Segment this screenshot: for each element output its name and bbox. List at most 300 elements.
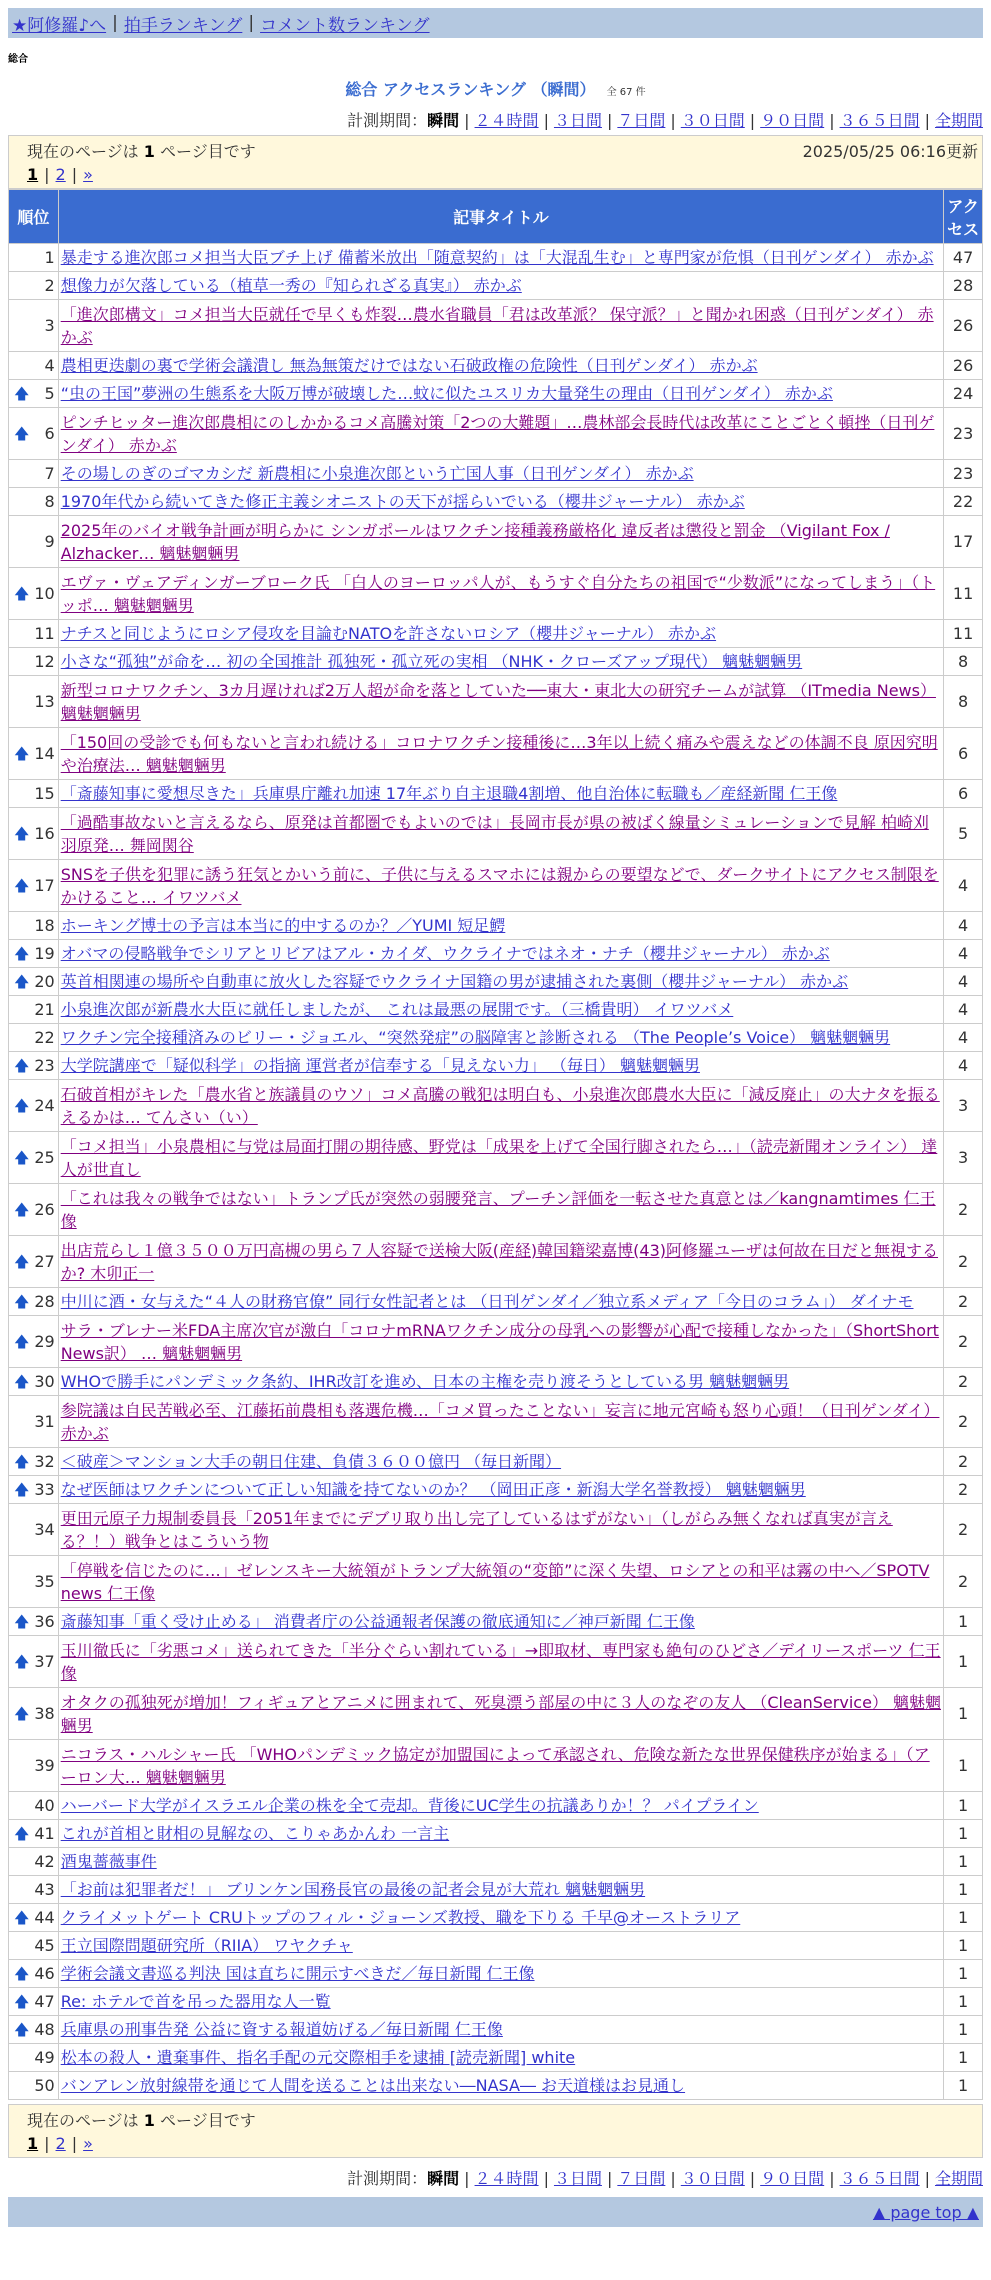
table-row (9, 1448, 983, 1476)
article-link[interactable]: 「コメ担当」小泉農相に与党は局面打開の期待感、野党は「成果を上げて全国行脚されたら…」（読売新聞オンライン） 達人が世直し (60, 1136, 938, 1179)
title-cell (58, 1904, 943, 1932)
rank-number: 3 (44, 316, 55, 335)
article-link[interactable]: ピンチヒッター進次郎農相にのしかかるコメ高騰対策「2つの大難題」…農林部会長時代は改革にことごとく頓挫（日刊ゲンダイ） 赤かぶ (60, 412, 935, 455)
table-row (9, 648, 983, 676)
period-separator: | (670, 2169, 676, 2188)
rank-cell (9, 1988, 59, 2016)
table-row (9, 912, 983, 940)
period-current: 瞬間 (427, 111, 460, 130)
access-count: 1 (944, 1960, 983, 1988)
rank-number: 45 (34, 1936, 55, 1955)
page-link-2[interactable]: 2 (55, 165, 66, 184)
table-row (9, 1740, 983, 1792)
rank-cell (9, 620, 59, 648)
period-link-5[interactable]: ３６５日間 (839, 2169, 920, 2188)
rank-number: 17 (34, 876, 55, 895)
article-link[interactable]: 兵庫県の刑事告発 公益に資する報道妨げる／毎日新聞 仁王像 (60, 2020, 503, 2039)
article-link[interactable]: 「停戦を信じたのに…」ゼレンスキー大統領がトランプ大統領の“変節”に深く失望、ロシアとの和平は霧の中へ／SPOTV news 仁王像 (60, 1560, 930, 1603)
article-link[interactable]: 小さな“孤独”が命を… 初の全国推計 孤独死・孤立死の実相 （NHK・クローズアップ現代） 魑魅魍魎男 (60, 652, 803, 671)
table-row (9, 2044, 983, 2072)
access-count: 11 (944, 568, 983, 620)
table-row (9, 1316, 983, 1368)
article-link[interactable]: 学術会議文書巡る判決 国は直ちに開示すべきだ／毎日新聞 仁王像 (60, 1964, 535, 1983)
rank-cell (9, 2044, 59, 2072)
article-link[interactable]: これが首相と財相の見解なの、こりゃあかんわ 一言主 (60, 1824, 450, 1843)
table-row (9, 968, 983, 996)
title-cell (58, 1396, 943, 1448)
rank-cell (9, 1288, 59, 1316)
article-link[interactable]: 農相更迭劇の裏で学術会議潰し 無為無策だけではない石破政権の危険性（日刊ゲンダイ） 赤かぶ (60, 356, 758, 375)
article-link[interactable]: バンアレン放射線帯を通じて人間を送ることは出来ない―NASA― お天道様はお見通し (60, 2076, 686, 2095)
rank-number: 6 (44, 424, 55, 443)
up-arrow-icon: 🡅 (14, 584, 30, 602)
article-link[interactable]: 参院議は自民苦戦必至、江藤拓前農相も落選危機…「コメ買ったことない」妄言に地元宮崎も怒り心頭！（日刊ゲンダイ） 赤かぶ (60, 1400, 940, 1443)
table-row (9, 460, 983, 488)
access-count: 1 (944, 1848, 983, 1876)
article-link[interactable]: 松本の殺人・遺棄事件、指名手配の元交際相手を逮捕 [読売新聞] white (60, 2048, 576, 2067)
table-row (9, 352, 983, 380)
access-count: 1 (944, 1636, 983, 1688)
article-link[interactable]: WHOで勝手にパンデミック条約、IHR改訂を進め、日本の主権を売り渡そうとしている男 魑魅魍魎男 (60, 1372, 790, 1391)
rank-cell (9, 1556, 59, 1608)
rank-cell (9, 1792, 59, 1820)
up-arrow-icon: 🡅 (14, 1096, 30, 1114)
table-row (9, 1080, 983, 1132)
article-link[interactable]: その場しのぎのゴマカシだ 新農相に小泉進次郎という亡国人事（日刊ゲンダイ） 赤かぶ (60, 464, 694, 483)
article-link[interactable]: “虫の王国”夢洲の生態系を大阪万博が破壊した…蚊に似たユスリカ大量発生の理由（日刊ゲンダイ） 赤かぶ (60, 384, 833, 403)
period-current: 瞬間 (427, 2169, 460, 2188)
page-top-link[interactable]: ▲ page top ▲ (872, 2202, 979, 2222)
title-cell (58, 1792, 943, 1820)
period-link-0[interactable]: ２４時間 (474, 111, 539, 130)
title-cell (58, 1932, 943, 1960)
period-link-4[interactable]: ９０日間 (760, 2169, 825, 2188)
period-separator: | (543, 111, 549, 130)
up-arrow-icon: 🡅 (14, 1056, 30, 1074)
up-arrow-icon: 🡅 (14, 1372, 30, 1390)
rank-cell (9, 1932, 59, 1960)
rank-cell (9, 1184, 59, 1236)
article-link[interactable]: 1970年代から続いてきた修正主義シオニストの天下が揺らいでいる（櫻井ジャーナル） 赤かぶ (60, 492, 745, 511)
article-link[interactable]: 「150回の受診でも何もないと言われ続ける」コロナワクチン接種後に…3年以上続く痛みや震えなどの体調不良 原因究明や治療法… 魑魅魍魎男 (60, 732, 938, 775)
access-count: 24 (944, 380, 983, 408)
period-separator: | (606, 2169, 613, 2188)
access-count: 4 (944, 968, 983, 996)
rank-cell (9, 1476, 59, 1504)
article-link[interactable]: なぜ医師はワクチンについて正しい知識を持てないのか？ （岡田正彦・新潟大学名誉教授） 魑魅魍魎男 (60, 1480, 806, 1499)
table-row (9, 380, 983, 408)
up-arrow-icon: 🡅 (14, 1332, 30, 1350)
title-cell (58, 1476, 943, 1504)
page-link-2[interactable]: 2 (55, 2134, 66, 2153)
home-link[interactable]: ★阿修羅♪へ (12, 15, 107, 36)
page-separator: | (71, 165, 78, 184)
period-link-4[interactable]: ９０日間 (760, 111, 825, 130)
updated-timestamp: 2025/05/25 06:16更新 (802, 142, 978, 161)
rank-number: 20 (34, 972, 55, 991)
article-link[interactable]: 石破首相がキレた「農水省と族議員のウソ」コメ高騰の戦犯は明白も、小泉進次郎農水大臣に「減反廃止」の大ナタを振るえるかは… てんさい（い） (60, 1084, 940, 1127)
up-arrow-icon: 🡅 (14, 424, 30, 442)
access-count: 1 (944, 1988, 983, 2016)
page-info-prefix: 現在のページは (27, 2111, 144, 2130)
access-count: 2 (944, 1316, 983, 1368)
applause-ranking-link[interactable]: 拍手ランキング (123, 15, 243, 36)
access-count: 28 (944, 272, 983, 300)
access-count: 6 (944, 780, 983, 808)
rank-number: 40 (34, 1796, 55, 1815)
title-cell (58, 676, 943, 728)
access-count: 2 (944, 1184, 983, 1236)
title-cell (58, 1368, 943, 1396)
header-rank-label: 順位 (17, 208, 50, 227)
rank-number: 7 (44, 464, 55, 483)
rank-number: 37 (34, 1652, 55, 1671)
article-link[interactable]: 王立国際問題研究所（RIIA） ワヤクチャ (60, 1936, 353, 1955)
title-cell (58, 648, 943, 676)
title-cell (58, 940, 943, 968)
comment-ranking-link[interactable]: コメント数ランキング (260, 15, 430, 36)
up-arrow-icon: 🡅 (14, 1908, 30, 1926)
access-count: 4 (944, 1052, 983, 1080)
article-link[interactable]: 「これは我々の戦争ではない」トランプ氏が突然の弱腰発言、プーチン評価を一転させた真意とは／kangnamtimes 仁王像 (60, 1188, 936, 1231)
header-access-label: アク セス (947, 196, 980, 239)
rank-cell (9, 996, 59, 1024)
rank-number: 21 (34, 1000, 55, 1019)
up-arrow-icon: 🡅 (14, 1964, 30, 1982)
rank-cell (9, 860, 59, 912)
period-separator: | (829, 111, 835, 130)
access-count: 3 (944, 1132, 983, 1184)
article-link[interactable]: 酒鬼薔薇事件 (60, 1852, 157, 1871)
ranking-table (8, 189, 983, 2100)
article-link[interactable]: ＜破産＞マンション大手の朝日住建、負債３６００億円 （毎日新聞） (60, 1452, 562, 1471)
period-label: 計測期間： (347, 2169, 428, 2188)
access-count: 5 (944, 808, 983, 860)
period-link-1[interactable]: ３日間 (553, 2169, 602, 2188)
title-cell (58, 1236, 943, 1288)
access-count: 26 (944, 352, 983, 380)
rank-number: 13 (34, 692, 55, 711)
article-link[interactable]: 英首相関連の場所や自動車に放火した容疑でウクライナ国籍の男が逮捕された裏側（櫻井ジャーナル） 赤かぶ (60, 972, 849, 991)
title-cell (58, 1316, 943, 1368)
access-count: 4 (944, 912, 983, 940)
total-count: 全 67 件 (606, 87, 646, 98)
up-arrow-icon: 🡅 (14, 1200, 30, 1218)
title-cell (58, 912, 943, 940)
rank-number: 27 (34, 1252, 55, 1271)
rank-cell (9, 808, 59, 860)
article-link[interactable]: 玉川徹氏に「劣悪コメ」送られてきた「半分ぐらい割れている」→即取材、専門家も絶句のひどさ／デイリースポーツ 仁王像 (60, 1640, 941, 1683)
access-count: 4 (944, 1024, 983, 1052)
table-row (9, 1688, 983, 1740)
table-row (9, 996, 983, 1024)
title-cell (58, 1448, 943, 1476)
table-row (9, 780, 983, 808)
rank-number: 42 (34, 1852, 55, 1871)
period-selector-bottom (8, 2166, 983, 2189)
rank-cell (9, 968, 59, 996)
rank-cell (9, 780, 59, 808)
article-link[interactable]: 出店荒らし１億３５００万円高槻の男ら７人容疑で送検大阪(産経)韓国籍梁嘉博(43)阿修羅ユーザは何故在日だと無視するか? 木卯正一 (60, 1240, 939, 1283)
rank-cell (9, 912, 59, 940)
access-count: 6 (944, 728, 983, 780)
period-separator: | (464, 111, 470, 130)
up-arrow-icon: 🡅 (14, 1480, 30, 1498)
bottom-bar (8, 2197, 983, 2227)
up-arrow-icon: 🡅 (14, 1612, 30, 1630)
rank-number: 46 (34, 1964, 55, 1983)
table-row (9, 1368, 983, 1396)
page-info (27, 139, 256, 162)
rank-number: 22 (34, 1028, 55, 1047)
article-link[interactable]: Re: ホテルで首を吊った器用な人一覧 (60, 1992, 331, 2011)
title-cell (58, 1988, 943, 2016)
table-row (9, 2016, 983, 2044)
access-count: 26 (944, 300, 983, 352)
table-row (9, 1792, 983, 1820)
title-cell (58, 300, 943, 352)
table-row (9, 1636, 983, 1688)
rank-number: 24 (34, 1096, 55, 1115)
title-cell (58, 728, 943, 780)
up-arrow-icon: 🡅 (14, 972, 30, 990)
page-info-current: 1 (143, 142, 155, 161)
access-count: 2 (944, 1448, 983, 1476)
rank-number: 9 (44, 532, 55, 551)
period-separator: | (924, 111, 930, 130)
title-cell (58, 1876, 943, 1904)
up-arrow-icon: 🡅 (14, 944, 30, 962)
page-title-row (0, 77, 991, 100)
period-link-6[interactable]: 全期間 (934, 2169, 983, 2188)
access-count: 1 (944, 1792, 983, 1820)
period-link-2[interactable]: ７日間 (617, 111, 666, 130)
article-link[interactable]: サラ・ブレナー米FDA主席次官が激白「コロナmRNAワクチン成分の母乳への影響が心配で接種しなかった」（ShortShort News訳） … 魑魅魍魎男 (60, 1320, 939, 1363)
table-row (9, 1396, 983, 1448)
article-link[interactable]: ワクチン完全接種済みのビリー・ジョエル、“突然発症”の脳障害と診断される （The People’s Voice） 魑魅魍魎男 (60, 1028, 891, 1047)
page-next-link[interactable]: » (83, 2134, 93, 2153)
rank-number: 1 (44, 248, 55, 267)
rank-number: 23 (34, 1056, 55, 1075)
article-link[interactable]: 2025年のバイオ戦争計画が明らかに シンガポールはワクチン接種義務厳格化 違反者は懲役と罰金 （Vigilant Fox / Alzhacker… 魑魅魍魎男 (60, 520, 890, 563)
rank-cell (9, 940, 59, 968)
title-cell (58, 1132, 943, 1184)
article-link[interactable]: ナチスと同じようにロシア侵攻を目論むNATOを許さないロシア（櫻井ジャーナル） 赤かぶ (60, 624, 717, 643)
header-title: 記事タイトル (58, 190, 943, 244)
article-link[interactable]: 想像力が欠落している（植草一秀の『知られざる真実』） 赤かぶ (60, 276, 522, 295)
article-link[interactable]: 「お前は犯罪者だ！」 ブリンケン国務長官の最後の記者会見が大荒れ 魑魅魍魎男 (60, 1880, 646, 1899)
rank-cell (9, 648, 59, 676)
rank-number: 43 (34, 1880, 55, 1899)
article-link[interactable]: 更田元原子力規制委員長「2051年までにデブリ取り出し完了しているはずがない」（しがらみ無くなれば真実が言える？！）戦争とはこういう物 (60, 1508, 893, 1551)
article-link[interactable]: 中川に酒・女与えた“４人の財務官僚” 同行女性記者とは （日刊ゲンダイ／独立系メディア「今日のコラム」） ダイナモ (60, 1292, 914, 1311)
rank-number: 38 (34, 1704, 55, 1723)
rank-number: 11 (34, 624, 55, 643)
title-cell (58, 1848, 943, 1876)
up-arrow-icon: 🡅 (14, 1704, 30, 1722)
table-row (9, 1236, 983, 1288)
rank-number: 12 (34, 652, 55, 671)
page-separator: | (44, 165, 50, 184)
table-row (9, 244, 983, 272)
table-row (9, 300, 983, 352)
table-row (9, 1608, 983, 1636)
title-cell (58, 1080, 943, 1132)
rank-cell (9, 1316, 59, 1368)
up-arrow-icon: 🡅 (14, 1992, 30, 2010)
period-link-3[interactable]: ３０日間 (680, 111, 745, 130)
table-row (9, 1876, 983, 1904)
rank-number: 16 (34, 824, 55, 843)
access-count: 1 (944, 1688, 983, 1740)
article-link[interactable]: オバマの侵略戦争でシリアとリビアはアル・カイダ、ウクライナではネオ・ナチ（櫻井ジャーナル） 赤かぶ (60, 944, 830, 963)
table-row (9, 1132, 983, 1184)
article-link[interactable]: ハーバード大学がイスラエル企業の株を全て売却。背後にUC学生の抗議ありか！？ パイプライン (60, 1796, 759, 1815)
rank-cell (9, 516, 59, 568)
article-link[interactable]: SNSを子供を犯罪に誘う狂気とかいう前に、子供に与えるスマホには親からの要望などで、ダークサイトにアクセス制限をかけること… イワツバメ (60, 864, 939, 907)
title-cell (58, 352, 943, 380)
rank-cell (9, 1848, 59, 1876)
page-info (27, 2108, 256, 2131)
access-count: 2 (944, 1236, 983, 1288)
title-cell (58, 1288, 943, 1316)
access-count: 2 (944, 1288, 983, 1316)
article-link[interactable]: 「過酷事故ないと言えるなら、原発は首都圏でもよいのでは」長岡市長が県の被ばく線量シミュレーションで見解 柏崎刈羽原発… 舞岡関谷 (60, 812, 929, 855)
article-link[interactable]: ホーキング博士の予言は本当に的中するのか？／YUMI 短足鰐 (60, 916, 506, 935)
ranking-table-body (9, 244, 983, 2100)
access-count: 1 (944, 1608, 983, 1636)
rank-cell (9, 272, 59, 300)
article-link[interactable]: 暴走する進次郎コメ担当大臣ブチ上げ 備蓄米放出「随意契約」は「大混乱生む」と専門家が危惧（日刊ゲンダイ） 赤かぶ (60, 248, 934, 267)
period-link-2[interactable]: ７日間 (617, 2169, 666, 2188)
period-separator: | (606, 111, 613, 130)
pagination-box-bottom (8, 2104, 983, 2158)
page-info-prefix: 現在のページは (27, 142, 144, 161)
rank-cell (9, 352, 59, 380)
table-row (9, 488, 983, 516)
table-row (9, 408, 983, 460)
period-separator: | (829, 2169, 835, 2188)
title-cell (58, 1820, 943, 1848)
title-cell (58, 808, 943, 860)
period-link-5[interactable]: ３６５日間 (839, 111, 920, 130)
table-row (9, 1288, 983, 1316)
rank-cell (9, 676, 59, 728)
table-header-row (9, 190, 983, 244)
rank-cell (9, 380, 59, 408)
title-cell (58, 380, 943, 408)
title-cell (58, 1504, 943, 1556)
article-link[interactable]: 大学院講座で「疑似科学」の指摘 運営者が信奉する「見えない力」 （毎日） 魑魅魍魎男 (60, 1056, 700, 1075)
title-cell (58, 2072, 943, 2100)
title-cell (58, 244, 943, 272)
period-link-3[interactable]: ３０日間 (680, 2169, 745, 2188)
title-cell (58, 488, 943, 516)
up-arrow-icon: 🡅 (14, 876, 30, 894)
article-link[interactable]: オタクの孤独死が増加！フィギュアとアニメに囲まれて、死臭漂う部屋の中に３人のなぞの友人 （CleanService） 魑魅魍魎男 (60, 1692, 941, 1735)
rank-number: 44 (34, 1908, 55, 1927)
up-arrow-icon: 🡅 (14, 1824, 30, 1842)
rank-number: 30 (34, 1372, 55, 1391)
access-count: 47 (944, 244, 983, 272)
rank-number: 48 (34, 2020, 55, 2039)
access-count: 23 (944, 460, 983, 488)
access-count: 2 (944, 1476, 983, 1504)
rank-number: 15 (34, 784, 55, 803)
nav-separator: | (112, 13, 118, 33)
page-links (27, 165, 93, 184)
article-link[interactable]: クライメットゲート CRUトップのフィル・ジョーンズ教授、職を下りる 千早@オーストラリア (60, 1908, 741, 1927)
rank-number: 50 (34, 2076, 55, 2095)
rank-number: 19 (34, 944, 55, 963)
period-link-6[interactable]: 全期間 (934, 111, 983, 130)
table-row (9, 1848, 983, 1876)
rank-number: 35 (34, 1572, 55, 1591)
access-count: 2 (944, 1396, 983, 1448)
page-info-suffix: ページ目です (154, 2111, 256, 2130)
up-arrow-icon: 🡅 (14, 384, 30, 402)
rank-number: 5 (44, 384, 55, 403)
title-cell (58, 1556, 943, 1608)
rank-number: 31 (34, 1412, 55, 1431)
page-next-link[interactable]: » (83, 165, 93, 184)
rank-cell (9, 1080, 59, 1132)
rank-number: 49 (34, 2048, 55, 2067)
period-separator: | (924, 2169, 930, 2188)
up-arrow-icon: 🡅 (14, 1452, 30, 1470)
nav-separator: | (248, 13, 255, 33)
rank-number: 4 (44, 356, 55, 375)
rank-cell (9, 244, 59, 272)
title-cell (58, 620, 943, 648)
article-link[interactable]: 新型コロナワクチン、3カ月遅ければ2万人超が命を落としていた──東大・東北大の研究チームが試算 （ITmedia News） 魑魅魍魎男 (60, 680, 936, 723)
rank-cell (9, 1876, 59, 1904)
access-count: 8 (944, 648, 983, 676)
period-label: 計測期間： (347, 111, 428, 130)
article-link[interactable]: エヴァ・ヴェアディンガーブローク氏 「白人のヨーロッパ人が、もうすぐ自分たちの祖国で“少数派”になってしまう」（トッポ… 魑魅魍魎男 (60, 572, 936, 615)
title-cell (58, 968, 943, 996)
access-count: 4 (944, 860, 983, 912)
access-count: 4 (944, 940, 983, 968)
period-link-0[interactable]: ２４時間 (474, 2169, 539, 2188)
rank-number: 2 (44, 276, 55, 295)
article-link[interactable]: 「斎藤知事に愛想尽きた」兵庫県庁離れ加速 17年ぶり自主退職4割増、他自治体に転職も／産経新聞 仁王像 (60, 784, 838, 803)
period-link-1[interactable]: ３日間 (553, 111, 602, 130)
page-info-current: 1 (143, 2111, 155, 2130)
table-row (9, 1476, 983, 1504)
access-count: 2 (944, 1556, 983, 1608)
table-row (9, 568, 983, 620)
rank-cell (9, 1396, 59, 1448)
page-info-suffix: ページ目です (154, 142, 256, 161)
article-link[interactable]: 小泉進次郎が新農水大臣に就任しましたが、 これは最悪の展開です。（三橋貴明） イワツバメ (60, 1000, 734, 1019)
rank-number: 47 (34, 1992, 55, 2011)
rank-cell (9, 728, 59, 780)
access-count: 1 (944, 2044, 983, 2072)
rank-number: 32 (34, 1452, 55, 1471)
access-count: 11 (944, 620, 983, 648)
rank-number: 28 (34, 1292, 55, 1311)
article-link[interactable]: 斎藤知事「重く受け止める」 消費者庁の公益通報者保護の徹底通知に／神戸新聞 仁王像 (60, 1612, 695, 1631)
rank-cell (9, 1608, 59, 1636)
header-rank (9, 190, 59, 244)
access-count: 3 (944, 1080, 983, 1132)
table-row (9, 1932, 983, 1960)
article-link[interactable]: ニコラス・ハルシャー氏 「WHOパンデミック協定が加盟国によって承認され、危険な新たな世界保健秩序が始まる」（アーロン大… 魑魅魍魎男 (60, 1744, 930, 1787)
table-row (9, 620, 983, 648)
page-current: 1 (27, 2134, 39, 2153)
article-link[interactable]: 「進次郎構文」コメ担当大臣就任で早くも炸裂…農水省職員「君は改革派？ 保守派？」と聞かれ困惑（日刊ゲンダイ） 赤かぶ (60, 304, 934, 347)
